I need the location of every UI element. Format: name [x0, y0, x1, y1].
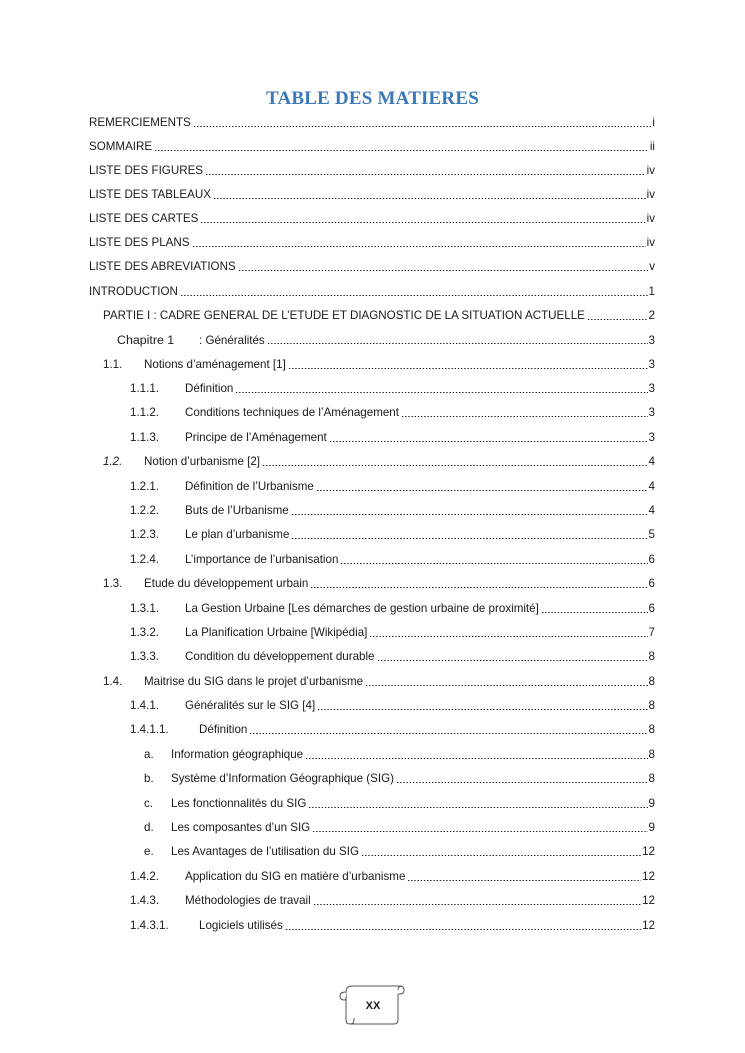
- toc-entry-label: Les Avantages de l’utilisation du SIG: [171, 845, 359, 858]
- dot-leader: [361, 843, 641, 861]
- dot-leader: [192, 234, 646, 252]
- toc-entry-label: Définition de l’Urbanisme: [185, 480, 314, 493]
- toc-entry-page: 4: [648, 480, 655, 493]
- toc-entry-page: iv: [646, 212, 655, 225]
- toc-entry-section[interactable]: [103, 673, 655, 691]
- toc-entry-item[interactable]: [144, 819, 655, 837]
- dot-leader: [329, 429, 648, 447]
- dot-leader: [288, 356, 648, 374]
- toc-entry-number: 1.2.1.: [130, 480, 160, 493]
- toc-entry-page: 8: [648, 723, 655, 736]
- toc-entry-subsection[interactable]: [130, 404, 655, 422]
- toc-entry-label: Notions d’aménagement [1]: [144, 358, 286, 371]
- toc-entry-label: Application du SIG en matière d’urbanisme: [185, 870, 406, 883]
- toc-entry-page: 4: [648, 455, 655, 468]
- toc-entry-label: La Planification Urbaine [Wikipédia]: [185, 626, 368, 639]
- toc-entry-number: e.: [144, 845, 154, 858]
- toc-entry-label: Logiciels utilisés: [199, 919, 283, 932]
- toc-entry-number: 1.4.2.: [130, 870, 160, 883]
- toc-entry-number: c.: [144, 797, 154, 810]
- toc-entry-subsection[interactable]: [130, 502, 655, 520]
- toc-entry-page: 6: [648, 553, 655, 566]
- toc-entry-subsection[interactable]: [130, 600, 655, 618]
- toc-entry-page: 9: [648, 821, 655, 834]
- toc-entry[interactable]: [89, 162, 655, 180]
- dot-leader: [285, 917, 641, 935]
- toc-entry-label: Méthodologies de travail: [185, 894, 311, 907]
- toc-entry-label: LISTE DES ABREVIATIONS: [89, 260, 236, 273]
- toc-entry-page: i: [652, 116, 655, 129]
- toc-entry-page: 12: [642, 845, 655, 858]
- toc-entry-chapter[interactable]: [117, 331, 655, 349]
- toc-entry-label: LISTE DES TABLEAUX: [89, 188, 211, 201]
- toc-entry-subsection[interactable]: [130, 697, 655, 715]
- dot-leader: [310, 575, 647, 593]
- dot-leader: [291, 502, 648, 520]
- dot-leader: [154, 138, 649, 156]
- toc-entry-page: 9: [648, 797, 655, 810]
- toc-entry-page: iv: [646, 188, 655, 201]
- toc-entry-label: LISTE DES FIGURES: [89, 164, 204, 177]
- dot-leader: [291, 526, 647, 544]
- toc-entry-number: 1.2.4.: [130, 553, 160, 566]
- toc-entry-label: Principe de l’Aménagement: [185, 431, 327, 444]
- toc-entry-label: Information géographique: [171, 748, 304, 761]
- dot-leader: [213, 186, 646, 204]
- toc-entry[interactable]: [89, 114, 655, 132]
- toc-entry-section[interactable]: [103, 575, 655, 593]
- toc-entry-label: SOMMAIRE: [89, 140, 153, 153]
- toc-entry-item[interactable]: [144, 746, 655, 764]
- dot-leader: [365, 673, 647, 691]
- toc-entry-label: Définition: [185, 382, 234, 395]
- toc-entry[interactable]: [89, 234, 655, 252]
- toc-entry-page: 3: [648, 334, 655, 347]
- toc-entry-number: 1.2.2.: [130, 504, 160, 517]
- dot-leader: [249, 721, 647, 739]
- toc-entry-page: 12: [642, 894, 655, 907]
- toc-entry-page: 8: [648, 748, 655, 761]
- toc-entry-page: 12: [642, 919, 655, 932]
- toc-entry-number: 1.3.3.: [130, 650, 160, 663]
- toc-entry-label: Les fonctionnalités du SIG: [171, 797, 307, 810]
- toc-entry-number: 1.3.2.: [130, 626, 160, 639]
- toc-entry-number: 1.1.1.: [130, 382, 160, 395]
- toc-entry-number: b.: [144, 772, 154, 785]
- toc-entry[interactable]: [89, 210, 655, 228]
- toc-entry-label: Etude du développement urbain: [144, 577, 309, 590]
- toc-entry-page: 8: [648, 650, 655, 663]
- dot-leader: [313, 892, 641, 910]
- dot-leader: [587, 307, 648, 325]
- toc-entry-page: v: [649, 260, 655, 273]
- dot-leader: [180, 283, 648, 301]
- toc-entry-subsection[interactable]: [130, 648, 655, 666]
- toc-entry-label: Conditions techniques de l’Aménagement: [185, 406, 399, 419]
- toc-entry-number: 1.4.3.: [130, 894, 160, 907]
- toc-entry-number: 1.3.1.: [130, 602, 160, 615]
- dot-leader: [262, 453, 648, 471]
- toc-entry-label: Système d’Information Géographique (SIG): [171, 772, 394, 785]
- toc-entry-page: 3: [648, 406, 655, 419]
- toc-entry-number: 1.4.1.: [130, 699, 160, 712]
- toc-entry-page: 7: [648, 626, 655, 639]
- page-number: XX: [365, 1000, 381, 1012]
- toc-entry-number: a.: [144, 748, 154, 761]
- toc-entry-subsubsection[interactable]: [130, 917, 655, 935]
- toc-entry-subsection[interactable]: [130, 624, 655, 642]
- dot-leader: [235, 380, 647, 398]
- toc-entry-page: 3: [648, 431, 655, 444]
- toc-entry-section[interactable]: [103, 453, 655, 471]
- toc-entry-number: 1.4.1.1.: [130, 723, 169, 736]
- toc-entry-page: 8: [648, 699, 655, 712]
- toc-entry-label: Les composantes d’un SIG: [171, 821, 311, 834]
- toc-entry-label: : Généralités: [199, 334, 265, 347]
- dot-leader: [200, 210, 645, 228]
- toc-entry-subsubsection[interactable]: [130, 721, 655, 739]
- toc-entry-number: Chapitre 1: [117, 333, 175, 347]
- dot-leader: [396, 770, 648, 788]
- toc-entry-item[interactable]: [144, 795, 655, 813]
- toc-entry-item[interactable]: [144, 770, 655, 788]
- toc-entry-page: 8: [648, 675, 655, 688]
- toc-entry-label: L’importance de l’urbanisation: [185, 553, 339, 566]
- dot-leader: [193, 114, 652, 132]
- dot-leader: [369, 624, 647, 642]
- toc-entry-subsection[interactable]: [130, 892, 655, 910]
- toc-entry-subsection[interactable]: [130, 526, 655, 544]
- toc-entry-page: ii: [649, 140, 655, 153]
- toc-entry-label: Généralités sur le SIG [4]: [185, 699, 316, 712]
- dot-leader: [377, 648, 648, 666]
- dot-leader: [316, 478, 648, 496]
- toc-entry-label: Le plan d’urbanisme: [185, 528, 290, 541]
- toc-entry-subsection[interactable]: [130, 478, 655, 496]
- toc-entry-page: 5: [648, 528, 655, 541]
- toc-entry-label: Maitrise du SIG dans le projet d’urbanisme: [144, 675, 364, 688]
- toc-entry-number: 1.3.: [103, 577, 123, 590]
- dot-leader: [205, 162, 646, 180]
- dot-leader: [267, 331, 648, 349]
- toc-entry-part[interactable]: [103, 307, 655, 325]
- toc-entry-label: INTRODUCTION: [89, 285, 178, 298]
- toc-entry-subsection[interactable]: [130, 429, 655, 447]
- toc-entry-page: 1: [648, 285, 655, 298]
- toc-entry-page: 3: [648, 382, 655, 395]
- toc-entry[interactable]: [89, 283, 655, 301]
- toc-entry-number: 1.4.: [103, 675, 123, 688]
- dot-leader: [312, 819, 647, 837]
- toc-entry-page: 6: [648, 577, 655, 590]
- toc-entry-page: iv: [646, 236, 655, 249]
- toc-entry-item[interactable]: [144, 843, 655, 861]
- toc-entry-number: 1.1.: [103, 358, 123, 371]
- dot-leader: [541, 600, 648, 618]
- dot-leader: [317, 697, 647, 715]
- toc-entry-number: 1.1.3.: [130, 431, 160, 444]
- dot-leader: [308, 795, 647, 813]
- toc-entry-subsection[interactable]: [130, 380, 655, 398]
- toc-entry-label: Définition: [199, 723, 248, 736]
- toc-entry-number: 1.4.3.1.: [130, 919, 169, 932]
- dot-leader: [238, 258, 649, 276]
- toc-entry-subsection[interactable]: [130, 551, 655, 569]
- toc-entry-subsection[interactable]: [130, 868, 655, 886]
- toc-entry-label: REMERCIEMENTS: [89, 116, 191, 129]
- toc-entry-label: PARTIE I : CADRE GENERAL DE L’ETUDE ET DIAGNOSTIC DE LA SITUATION ACTUELLE: [103, 309, 585, 322]
- toc-entry-label: Condition du développement durable: [185, 650, 375, 663]
- toc-entry-number: d.: [144, 821, 154, 834]
- toc-entry[interactable]: [89, 186, 655, 204]
- dot-leader: [401, 404, 648, 422]
- toc-entry-label: La Gestion Urbaine [Les démarches de gestion urbaine de proximité]: [185, 602, 539, 615]
- dot-leader: [305, 746, 647, 764]
- toc-entry-page: 6: [648, 602, 655, 615]
- toc-entry[interactable]: [89, 258, 655, 276]
- toc-entry[interactable]: [89, 138, 655, 156]
- toc-entry-page: 12: [642, 870, 655, 883]
- toc-entry-label: LISTE DES CARTES: [89, 212, 199, 225]
- toc-entry-number: 1.1.2.: [130, 406, 160, 419]
- dot-leader: [340, 551, 647, 569]
- toc-entry-label: LISTE DES PLANS: [89, 236, 190, 249]
- toc-entry-page: 8: [648, 772, 655, 785]
- toc-entry-label: Notion d’urbanisme [2]: [144, 455, 260, 468]
- dot-leader: [407, 868, 641, 886]
- toc-entry-number: 1.2.3.: [130, 528, 160, 541]
- toc-entry-page: 4: [648, 504, 655, 517]
- toc-entry-page: 3: [648, 358, 655, 371]
- toc-entry-section[interactable]: [103, 356, 655, 374]
- page-title: TABLE DES MATIERES: [265, 88, 479, 109]
- toc-entry-label: Buts de l’Urbanisme: [185, 504, 289, 517]
- toc-entry-page: iv: [646, 164, 655, 177]
- toc-entry-page: 2: [648, 309, 655, 322]
- toc-entry-number: 1.2.: [103, 455, 123, 468]
